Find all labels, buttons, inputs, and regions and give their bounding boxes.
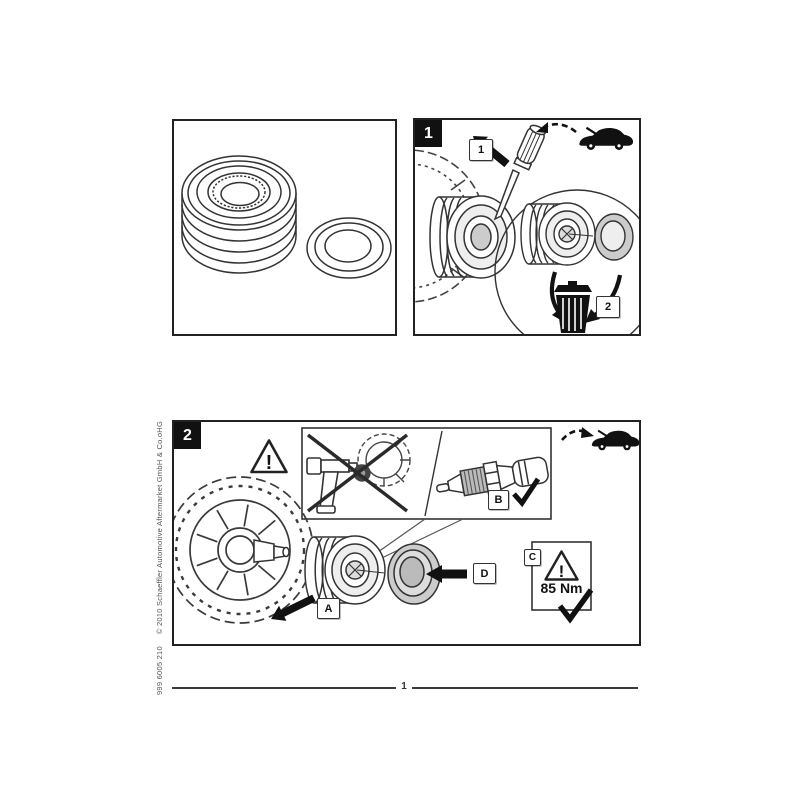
callout-pulley: A — [317, 598, 340, 619]
alternator-shaft-illustration — [254, 540, 289, 562]
alternator-front-illustration — [174, 477, 313, 623]
callout-torque: C — [524, 549, 541, 566]
footer-rule-left — [172, 687, 396, 689]
warning-triangle-icon — [252, 441, 287, 475]
step1-badge: 1 — [415, 120, 442, 147]
callout-protective-cap: D — [473, 563, 496, 584]
copyright-text: © 2010 Schaeffler Automotive Aftermarket GmbH & Co.oHG — [154, 420, 164, 635]
step2-illustration — [174, 422, 639, 644]
torque-warning-exclamation: ! — [558, 562, 565, 581]
parts-overview-illustration — [174, 121, 395, 334]
callout-special-tool: B — [488, 490, 509, 510]
car-remove-icon — [536, 122, 633, 150]
step2-badge: 2 — [174, 422, 201, 449]
callout-discard: 2 — [596, 296, 620, 318]
trash-bin-icon — [554, 281, 592, 333]
torque-value: 85 Nm — [540, 580, 583, 596]
cap-illustration — [307, 218, 391, 278]
detail-cap-illustration — [595, 214, 633, 260]
car-install-icon — [562, 427, 639, 450]
page-number: 1 — [401, 681, 407, 692]
pulley-arrow-icon — [271, 595, 316, 621]
pulley-illustration — [182, 156, 296, 273]
callout-pry-off: 1 — [469, 139, 493, 161]
footer-rule-right — [412, 687, 638, 689]
panel-step1-remove — [413, 118, 641, 336]
part-number: 999 6005 210 — [154, 646, 164, 695]
detail-pulley-illustration — [521, 203, 595, 265]
warning-exclamation: ! — [265, 452, 273, 474]
pulley-a-illustration — [305, 536, 385, 604]
panel-parts-overview — [172, 119, 397, 336]
spine — [151, 415, 167, 695]
panel-step2-install — [172, 420, 641, 646]
